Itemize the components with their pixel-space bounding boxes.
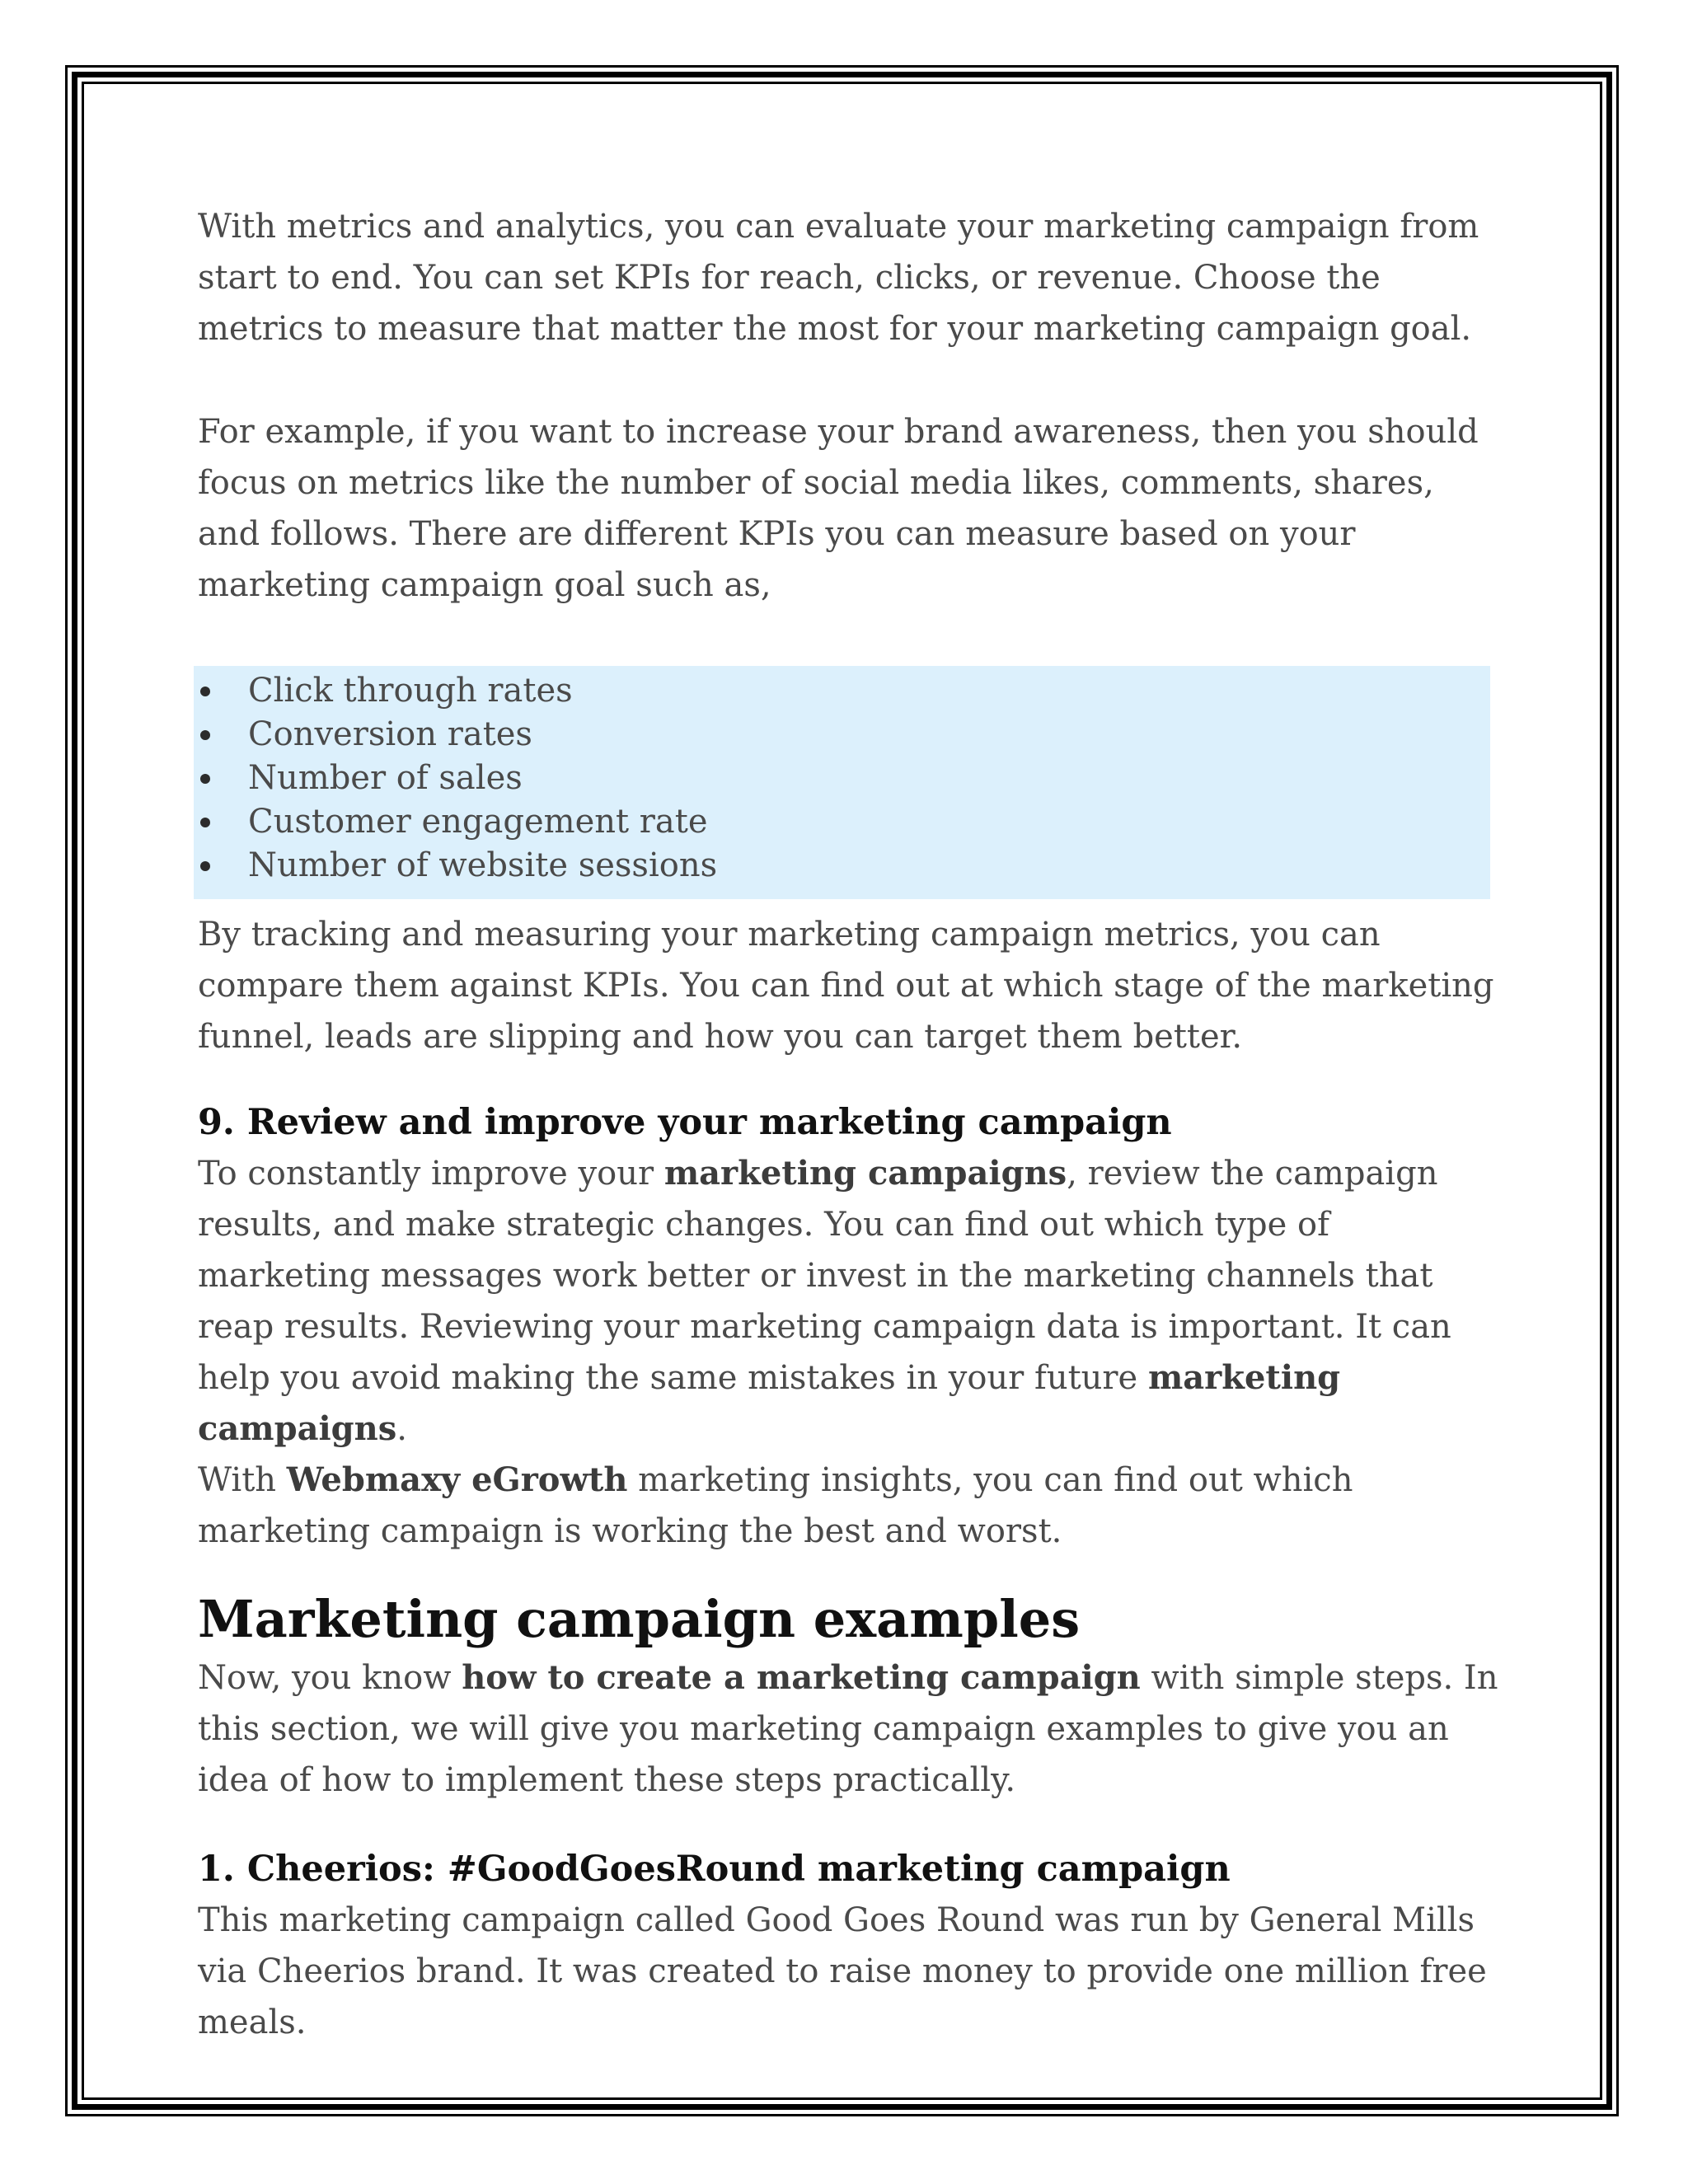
examples-text-1: Now, you know	[198, 1659, 462, 1697]
section-9-bold-2: marketing campaigns	[198, 1358, 1341, 1448]
document-body	[198, 201, 1500, 2048]
section-9-text-1: To constantly improve your	[198, 1155, 664, 1193]
examples-paragraph	[198, 1652, 1500, 1806]
section-9-text-3: .	[396, 1410, 407, 1448]
intro-paragraph-2: For example, if you want to increase your brand awareness, then you should focus on metrics like the number of social media likes, comments, shares, and follows. There are different KPIs you can measure based on your marketing campaign goal such as,	[198, 413, 1479, 604]
kpi-list-item: Number of website sessions	[198, 844, 1490, 888]
examples-heading: Marketing campaign examples	[198, 1589, 1081, 1649]
section-9-paragraph	[198, 1148, 1500, 1557]
examples-bold-1: how to create a marketing campaign	[462, 1658, 1141, 1697]
section-9-text-5: marketing insights, you can find out which marketing campaign is working the best and worst.	[198, 1461, 1353, 1550]
kpi-list-item: Customer engagement rate	[198, 800, 1490, 844]
examples-text-2: with simple steps. In this section, we will give you marketing campaign examples to give you an idea of how to implement these steps practically.	[198, 1659, 1498, 1799]
kpi-highlight-box	[194, 666, 1490, 899]
section-9-text-4: With	[198, 1461, 287, 1499]
section-9-bold-1: marketing campaigns	[663, 1154, 1067, 1193]
section-9-text-2: , review the campaign results, and make strategic changes. You can find out which type of marketing messages work better or invest in the marketing channels that reap results. Reviewing your marketing campaign data is important. It can help you avoid making the same mistakes in your future	[198, 1155, 1451, 1397]
tracking-paragraph: By tracking and measuring your marketing campaign metrics, you can compare them against KPIs. You can find out at which stage of the marketing funnel, leads are slipping and how you can target them better.	[198, 916, 1494, 1056]
example-1-paragraph: This marketing campaign called Good Goes Round was run by General Mills via Cheerios brand. It was created to raise money to provide one million free meals.	[198, 1901, 1487, 2041]
kpi-list-item: Number of sales	[198, 757, 1490, 800]
kpi-list	[198, 669, 1490, 888]
example-1-heading: 1. Cheerios: #GoodGoesRound marketing campaign	[198, 1849, 1231, 1890]
section-9-bold-3: Webmaxy eGrowth	[286, 1460, 628, 1499]
section-9-heading: 9. Review and improve your marketing campaign	[198, 1102, 1172, 1143]
intro-paragraph-1: With metrics and analytics, you can evaluate your marketing campaign from start to end. You can set KPIs for reach, clicks, or revenue. Choose the metrics to measure that matter the most for your marketing campaign goal.	[198, 208, 1479, 348]
kpi-list-item: Click through rates	[198, 669, 1490, 713]
kpi-list-item: Conversion rates	[198, 713, 1490, 757]
